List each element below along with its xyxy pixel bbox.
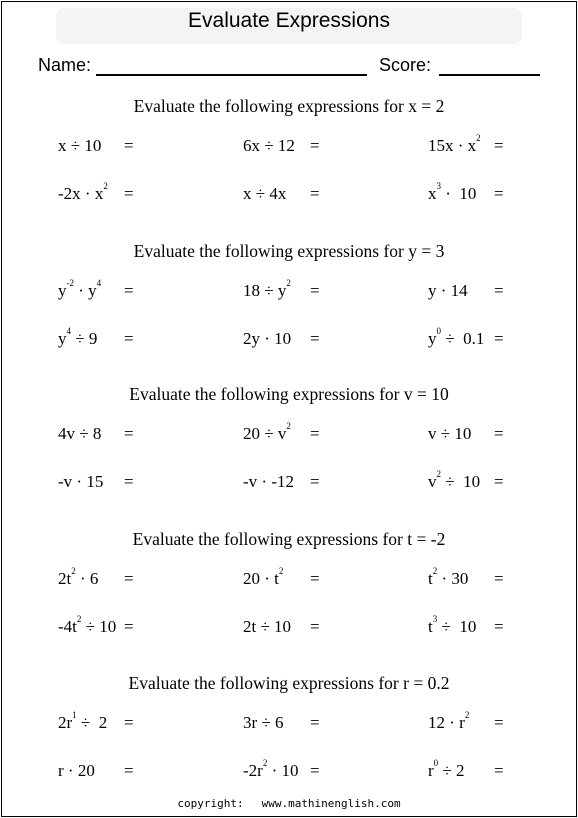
expression: 6x ÷ 12 [243, 136, 295, 155]
equals-sign: = [310, 136, 320, 155]
equals-sign: = [124, 617, 134, 636]
expression: -v · 15 [58, 472, 104, 491]
section-instruction: Evaluate the following expressions for y = 3 [133, 241, 445, 261]
expression: v ÷ 10 [428, 424, 472, 443]
footer [0, 797, 578, 810]
expression: $18 \div y^2$ [243, 278, 291, 300]
equals-sign: = [494, 617, 504, 636]
equals-sign: = [494, 472, 504, 491]
expression: $y^4 \div 9$ [58, 326, 98, 348]
expression: -v · -12 [243, 472, 294, 491]
section-instruction: Evaluate the following expressions for v = 10 [129, 384, 449, 404]
equals-sign: = [124, 136, 134, 155]
equals-sign: = [310, 761, 320, 780]
name-line [96, 74, 367, 76]
equals-sign: = [124, 713, 134, 732]
equals-sign: = [494, 713, 504, 732]
equals-sign: = [310, 713, 320, 732]
equals-sign: = [494, 761, 504, 780]
equals-sign: = [310, 424, 320, 443]
section-instruction: Evaluate the following expressions for x = 2 [133, 96, 445, 116]
expression: $x^3 \cdot 10$ [428, 181, 477, 203]
expression: $20 \div v^2$ [243, 421, 291, 443]
equals-sign: = [310, 569, 320, 588]
equals-sign: = [124, 329, 134, 348]
equals-sign: = [124, 761, 134, 780]
section-instruction: Evaluate the following expressions for r = 0.2 [128, 673, 450, 693]
expression: 2t ÷ 10 [243, 617, 292, 636]
expression: 2y · 10 [243, 329, 292, 348]
expression: $t^3 \div 10$ [428, 614, 477, 636]
expression: $2t^2 \cdot 6$ [58, 566, 99, 588]
equals-sign: = [494, 136, 504, 155]
equals-sign: = [494, 281, 504, 300]
expression: $12 \cdot r^2$ [428, 710, 470, 732]
equals-sign: = [310, 184, 320, 203]
worksheet-page [1, 1, 577, 817]
score-line [439, 74, 540, 76]
copyright-site: www.mathinenglish.com [261, 797, 401, 810]
expression: $15x \cdot x^2$ [428, 133, 481, 155]
expression: x ÷ 4x [243, 184, 287, 203]
equals-sign: = [124, 569, 134, 588]
expression: $-2x \cdot x^2$ [58, 181, 108, 203]
name-label: Name: [38, 55, 92, 75]
equals-sign: = [124, 184, 134, 203]
expression: $r^0 \div 2$ [428, 758, 465, 780]
expression: $-4t^2 \div 10$ [58, 614, 117, 636]
equals-sign: = [124, 472, 134, 491]
expression: $y^{-2} \cdot y^4$ [58, 278, 102, 300]
equals-sign: = [494, 424, 504, 443]
expression: x ÷ 10 [58, 136, 102, 155]
expression: y · 14 [428, 281, 468, 300]
expression: $t^2 \cdot 30$ [428, 566, 469, 588]
equals-sign: = [310, 329, 320, 348]
copyright-label: copyright: [177, 797, 244, 810]
equals-sign: = [310, 472, 320, 491]
equals-sign: = [124, 281, 134, 300]
expression: 4v ÷ 8 [58, 424, 102, 443]
equals-sign: = [494, 184, 504, 203]
equals-sign: = [494, 329, 504, 348]
expression: r · 20 [58, 761, 95, 780]
worksheet-title: Evaluate Expressions [188, 9, 390, 32]
equals-sign: = [494, 569, 504, 588]
expression: $-2r^2 \cdot 10$ [243, 758, 299, 780]
expression: 3r ÷ 6 [243, 713, 284, 732]
equals-sign: = [310, 281, 320, 300]
expression: $y^0 \div 0.1$ [428, 326, 485, 348]
expression: $v^2 \div 10$ [428, 469, 481, 491]
expression: $2r^1 \div 2$ [58, 710, 108, 732]
score-label: Score: [379, 55, 432, 75]
section-instruction: Evaluate the following expressions for t = -2 [132, 529, 446, 549]
equals-sign: = [310, 617, 320, 636]
equals-sign: = [124, 424, 134, 443]
expression: $20 \cdot t^2$ [243, 566, 284, 588]
